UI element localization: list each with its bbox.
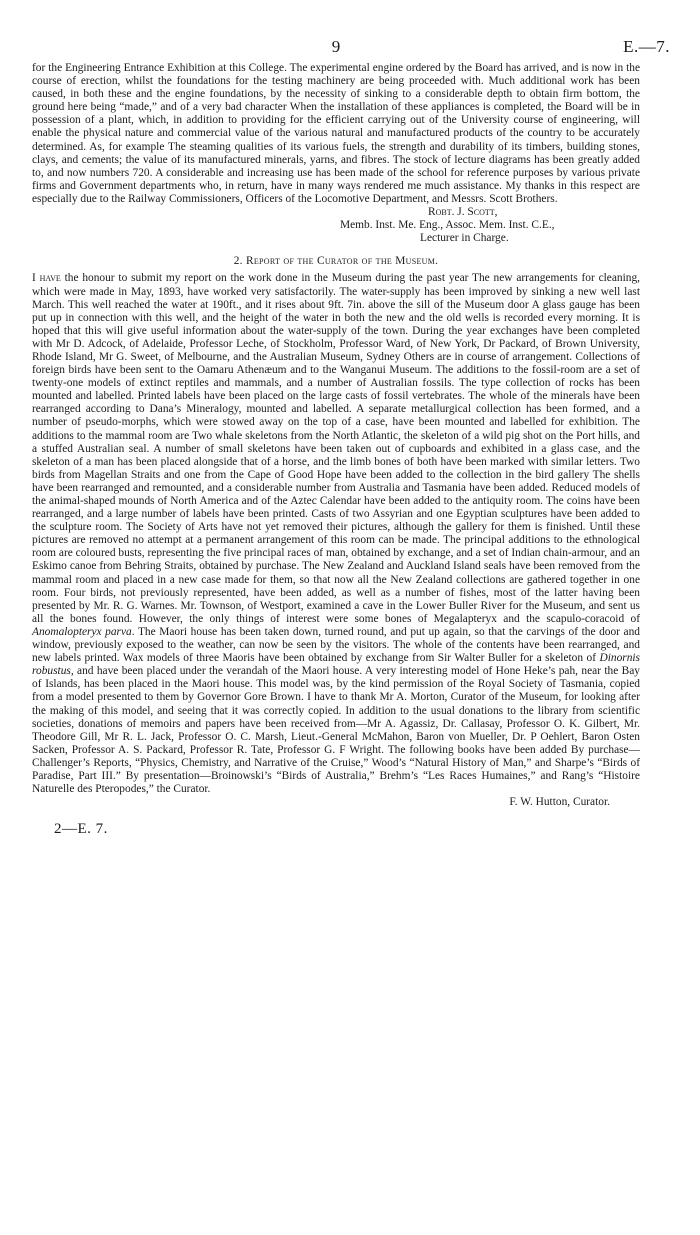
report-text-part-2: . The Maori house has been taken down, turned round, and put up again, so that the carvings of the door and window, previously exposed to the weather, can now be seen by the visitors. The whole of the contents have been rearranged, and new labels printed. Wax models of three Maoris have been obtained by exchange from Sir Walter Buller for a skeleton of bbox=[32, 625, 640, 665]
sheet-reference: 2—E. 7. bbox=[54, 821, 108, 838]
signature-title: Lecturer in Charge. bbox=[420, 232, 509, 245]
signature-credentials: Memb. Inst. Me. Eng., Assoc. Mem. Inst. C.E., bbox=[340, 219, 555, 232]
page-header bbox=[32, 37, 670, 62]
opening-word: I have bbox=[32, 272, 61, 285]
species-name-dinornis: Dinornis robustus bbox=[32, 652, 640, 678]
engineering-report-paragraph: for the Engineering Entrance Exhibition at this College. The experimental engine ordered by the Board has arrived, and is now in the course of erection, whilst the foundations for the testing machinery are being proceeded with. Much additional work has been caused, in both these and the engine foundations, by the necessity of sinking to a considerable depth to obtain firm bottom, the ground here being “made,” and of a very bad character When the installation of these appliances is completed, the Board will be in possession of a plant, which, in addition to providing for the efficient carrying out of the University course of engineering, will enable the physical nature and commercial value of the various natural and manufactured products of the country to be accurately determined. As, for example The steaming qualities of its various fuels, the strength and durability of its timbers, building stones, clays, and cements; the value of its manufactured minerals, yarns, and fibres. The stock of lecture diagrams has been greatly added to, and now numbers 720. A considerable and increasing use has been made of the school for reference purposes by various private firms and Government departments who, in return, have in many ways rendered me much assistance. My thanks in this respect are especially due to the Railway Commissioners, Officers of the Locomotive Department, and Messrs. Scott Brothers. bbox=[32, 62, 640, 205]
report-text-part-1: the honour to submit my report on the work done in the Museum during the past year The new arrangements for cleaning, which were made in May, 1893, have worked very satisfactorily. The water-supply has been improved by sinking a new well last March. This well reached the water at 190ft., and it rises about 9ft. 7in. above the sill of the Museum door A glass gauge has been put up in connection with this well, and the height of the water in both the new and the old wells is recorded every morning. It is hoped that this will give useful information about the water-supply of the town. During the year exchanges have been completed with Mr D. Adcock, of Adelaide, Professor Leche, of Stockholm, Professor Ward, of New York, Dr Packard, of Brown University, Rhode Island, Mr G. Sweet, of Melbourne, and the Australian Museum, Sydney Others are in course of arrangement. Collections of foreign birds have been sent to the Oamaru Athenæum and to the Wanganui Museum. The additions to the fossil-room are a set of twenty-one models of extinct reptiles and mammals, and a number of Australian fossils. The type collection of rocks has been mounted and labelled. Printed labels have been placed on the large casts of fossil vertebrates. The whole of the minerals have been rearranged according to Dana’s Mineralogy, mounted and labelled. A separate metallurgical collection has been formed, and a number of pseudo-morphs, which were stowed away on the top of a case, have been mounted and labelled for exhibition. The additions to the mammal room are Two whale skeletons from the North Atlantic, the skeleton of a wild pig shot on the Port hills, and a stuffed Australian seal. A number of small skeletons have been taken out of cupboards and exhibited in a glass case, and the skeleton of a man has been placed alongside that of a horse, and the limb bones of both have been marked with similar letters. Two birds from Magellan Straits and one from the Cape of Good Hope have been added to the collection in the bird gallery The shells have been rearranged and remounted, and a considerable number from Australia and Tasmania have been added. Reduced models of the animal-shaped mounds of North America and of the Aztec Calendar have been added to the antiquity room. The coins have been rearranged, and a large number of labels have been printed. Casts of two Assyrian and one Egyptian sculptures have been added to the sculpture room. The Society of Arts have not yet removed their pictures, although the gallery for them is finished. Until these pictures are removed no attempt at a permanent arrangement of this room can be made. The principal additions to the ethnological room are coloured busts, representing the five principal races of man, obtained by exchange, and a set of Indian chain-armour, and an Eskimo canoe from Behring Straits, obtained by purchase. The New Zealand and Auckland Island seals have been removed from the mammal room and placed in a new case made for them, so that now all the New Zealand collections are gathered together in one room. Four birds, not previously represented, have been added, as well as a number of fishes, most of the latter having been presented by Mr. R. G. Warnes. Mr. Townson, of Westport, examined a cave in the Lower Buller River for the Museum, and sent us all the bones found. However, the only things of interest were some bones of Megalapteryx and the scapulo-coracoid of bbox=[32, 272, 640, 625]
report-text-part-3: , and have been placed under the verandah of the Maori house. A very interesting model of Hone Heke’s pah, near the Bay of Islands, has been placed in the Maori house. This model was, by the kind permission of the Royal Society of Tasmania, copied from a model presented to them by Governor Gore Brown. I have to thank Mr A. Morton, Curator of the Museum, for looking after the making of this model, and seeing that it was correctly copied. In addition to the usual donations to the library from scientific societies, donations of memoirs and papers have been received from—Mr A. Agassiz, Dr. Callasay, Professor O. K. Gilbert, Mr. Theodore Gill, Mr R. L. Jack, Professor O. C. Marsh, Lieut.-General McMahon, Baron von Mueller, Dr. P Oehlert, Baron Osten Sacken, Professor A. S. Packard, Professor R. Tate, Professor G. F Wright. The following books have been added By purchase—Challenger’s Reports, “Physics, Chemistry, and Narrative of the Cruise,” Wood’s “Natural History of Man,” and Sharpe’s “Birds of Paradise, Part III.” By presentation—Broinowski’s “Birds of Australia,” Brehm’s “Les Races Humaines,” and Rang’s “Histoire Naturelle des Pteropodes,” the Curator. bbox=[32, 665, 640, 796]
document-reference: E.—7. bbox=[623, 37, 670, 56]
page-number: 9 bbox=[331, 37, 341, 56]
curator-signature: F. W. Hutton, Curator. bbox=[509, 796, 610, 809]
species-name-anomalopteryx: Anomalopteryx parva bbox=[32, 625, 132, 638]
section-heading: 2. Report of the Curator of the Museum. bbox=[233, 255, 439, 268]
signature-name: Robt. J. Scott, bbox=[428, 206, 498, 219]
curator-report-paragraph bbox=[32, 272, 640, 796]
